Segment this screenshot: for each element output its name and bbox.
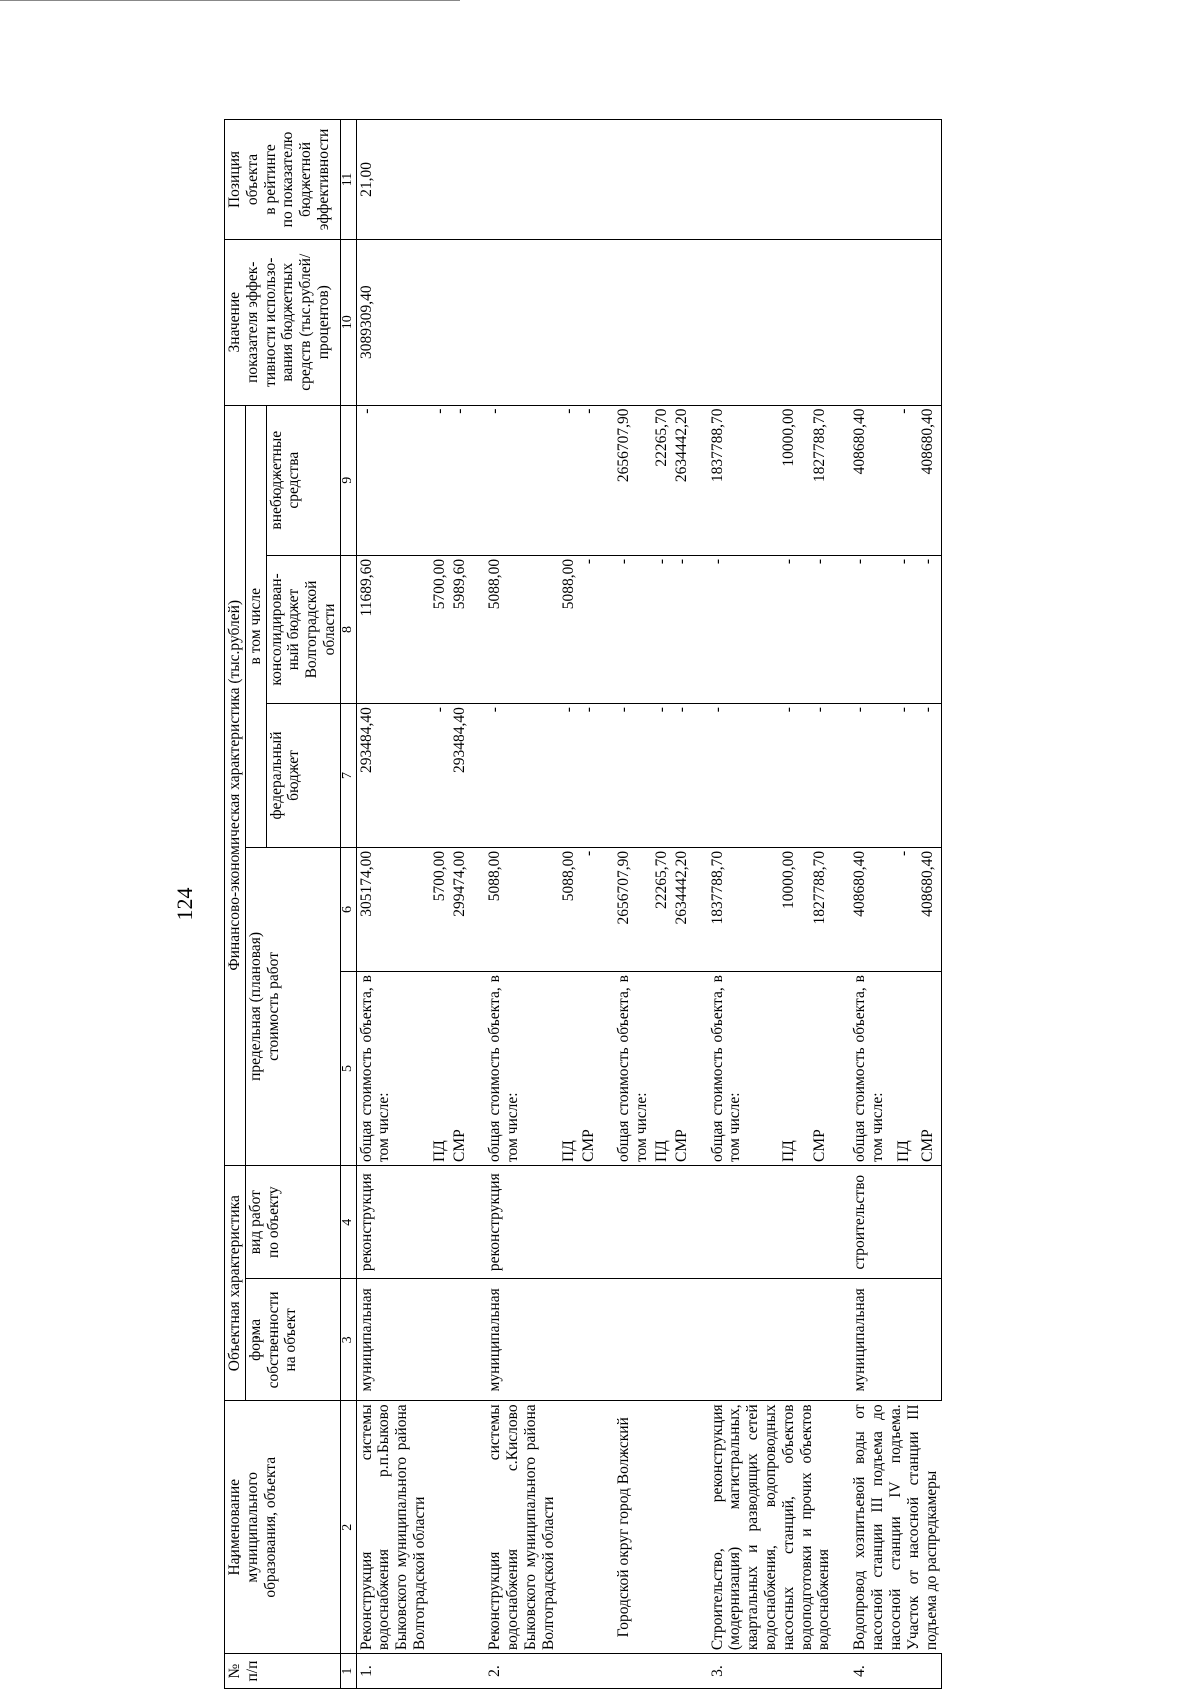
table-row [430,120,450,1689]
header-name: Наименование муниципального образования, объекта [225,1401,341,1654]
header-finance-group: Финансово-экономическая характеристика (тыс.рублей) [225,405,246,1165]
cost-label: СМР [579,972,599,1166]
header-num: № п/п [225,1654,341,1689]
table-row [450,120,470,1689]
regional-budget: - [754,555,810,703]
object-name: Реконструкция системы водоснабжения р.п.Быково Быковского муниципального района Волгоградской области [356,1401,430,1654]
table-header [225,120,357,1689]
header-planned-cost: предельная (плановая) стоимость работ [245,847,340,1165]
column-number: 9 [340,405,356,555]
cost-label: ПД [652,972,672,1166]
regional-budget: - [672,555,692,703]
regional-budget: - [579,555,599,703]
rating-position: 21,00 [356,120,430,240]
table-row [652,120,672,1689]
cost-total: 5088,00 [485,847,558,971]
cost-label: ПД [894,972,917,1166]
federal-budget: 293484,40 [356,704,430,848]
column-number: 3 [340,1279,356,1401]
header-federal: федеральный бюджет [266,704,340,848]
column-number: 6 [340,847,356,971]
efficiency-value: 3089309,40 [356,239,430,405]
cost-label: СМР [918,972,942,1166]
column-number: 8 [340,555,356,703]
federal-budget: 293484,40 [450,704,470,848]
extrabudget: - [450,405,470,555]
extrabudget: - [579,405,599,555]
extrabudget: 2634442,20 [672,405,692,555]
regional-budget: - [652,555,672,703]
cost-total: 305174,00 [356,847,430,971]
table-row [356,120,430,1689]
extrabudget: 1827788,70 [810,405,835,555]
cost-total: 1827788,70 [810,847,835,971]
cost-label: общая стоимость объекта, в том числе: [485,972,558,1166]
table-body [356,120,941,1689]
federal-budget: - [708,704,755,848]
cost-label: СМР [672,972,692,1166]
cost-total: 2656707,90 [614,847,652,971]
ownership-cell: муниципальная [356,1279,430,1401]
regional-budget: 5989,60 [450,555,470,703]
table-row [614,120,652,1689]
cost-total: - [579,847,599,971]
regional-budget: 5088,00 [485,555,558,703]
page-number: 124 [172,887,197,921]
column-number: 11 [340,120,356,240]
extrabudget: 1837788,70 [708,405,755,555]
extrabudget: - [559,405,579,555]
cost-label: общая стоимость объекта, в том числе: [356,972,430,1166]
federal-budget: - [894,704,917,848]
regional-budget: - [894,555,917,703]
extrabudget: 408680,40 [918,405,942,555]
header-efficiency: Значение показателя эффек- тивности использо- вания бюджетных средств (тыс.рублей/ процентов) [225,239,341,405]
row-number: 4. [850,1654,894,1689]
header-object-group: Объектная характеристика [225,1166,246,1401]
cost-total: 408680,40 [918,847,942,971]
cost-label: ПД [754,972,810,1166]
cost-total: 1837788,70 [708,847,755,971]
column-number: 7 [340,704,356,848]
cost-total: 408680,40 [850,847,894,971]
cost-label: СМР [810,972,835,1166]
federal-budget: - [559,704,579,848]
cost-total: 5700,00 [430,847,450,971]
extrabudget: 2656707,90 [614,405,652,555]
column-number: 1 [340,1654,356,1689]
table-row [850,120,894,1689]
federal-budget: - [672,704,692,848]
federal-budget: - [850,704,894,848]
cost-label: ПД [559,972,579,1166]
cost-total: 22265,70 [652,847,672,971]
regional-budget: - [850,555,894,703]
federal-budget: - [430,704,450,848]
scan-artifact-line [0,0,460,1]
table-row [559,120,579,1689]
regional-budget: 11689,60 [356,555,430,703]
column-number: 2 [340,1401,356,1654]
municipality-name: Городской округ город Волжский [614,1401,652,1654]
regional-budget: - [708,555,755,703]
object-name: Реконструкция системы водоснабжения с.Кислово Быковского муниципального района Волгоградской области [485,1401,558,1654]
extrabudget: - [894,405,917,555]
row-number: 3. [708,1654,755,1689]
rotated-landscape-content [164,119,1164,1689]
federal-budget: - [579,704,599,848]
ownership-cell: муниципальная [850,1279,894,1401]
extrabudget: 10000,00 [754,405,810,555]
table-row [485,120,558,1689]
object-name: Водопровод хозпитьевой воды от насосной станции III подъема до насосной станции IV подъема. Участок от насосной станции III подъема до распредкамеры [850,1401,941,1654]
row-number: 1. [356,1654,430,1689]
work-type-cell: строительство [850,1166,894,1279]
federal-budget: - [918,704,942,848]
work-type-cell: реконструкция [485,1166,558,1279]
header-extrabudget: внебюджетные средства [266,405,340,555]
header-regional: консолидирован- ный бюджет Волгоградской области [266,555,340,703]
federal-budget: - [485,704,558,848]
cost-total: - [894,847,917,971]
cost-label: СМР [450,972,470,1166]
header-in-total: в том числе [245,405,266,847]
regional-budget: - [918,555,942,703]
cost-label: ПД [430,972,450,1166]
regional-budget: - [614,555,652,703]
federal-budget: - [754,704,810,848]
column-number: 5 [340,972,356,1166]
federal-budget: - [614,704,652,848]
extrabudget: 408680,40 [850,405,894,555]
header-ownership: форма собственности на объект [245,1279,340,1401]
extrabudget: - [356,405,430,555]
work-type-cell: реконструкция [356,1166,430,1279]
table-row [708,120,755,1689]
cost-total: 10000,00 [754,847,810,971]
federal-budget: - [810,704,835,848]
extrabudget: 22265,70 [652,405,672,555]
column-number: 4 [340,1166,356,1279]
column-number: 10 [340,239,356,405]
regional-budget: 5088,00 [559,555,579,703]
row-number: 2. [485,1654,558,1689]
column-number-row [340,120,356,1689]
cost-total: 2634442,20 [672,847,692,971]
cost-label: общая стоимость объекта, в том числе: [850,972,894,1166]
federal-budget: - [652,704,672,848]
extrabudget: - [430,405,450,555]
ownership-cell: муниципальная [485,1279,558,1401]
regional-budget: 5700,00 [430,555,450,703]
investment-objects-table [224,119,942,1689]
cost-label: общая стоимость объекта, в том числе: [614,972,652,1166]
header-work-type: вид работ по объекту [245,1166,340,1279]
header-rating: Позиция объекта в рейтинге по показателю бюджетной эффективности [225,120,341,240]
extrabudget: - [485,405,558,555]
cost-total: 5088,00 [559,847,579,971]
cost-total: 299474,00 [450,847,470,971]
table-row [672,120,692,1689]
regional-budget: - [810,555,835,703]
object-name: Строительство, реконструкция (модернизация) магистральных, квартальных и разводящих сетей водоснабжения, водопроводных насосных станций, объектов водоподготовки и прочих объектов водоснабжения [708,1401,835,1654]
table-row [579,120,599,1689]
cost-label: общая стоимость объекта, в том числе: [708,972,755,1166]
